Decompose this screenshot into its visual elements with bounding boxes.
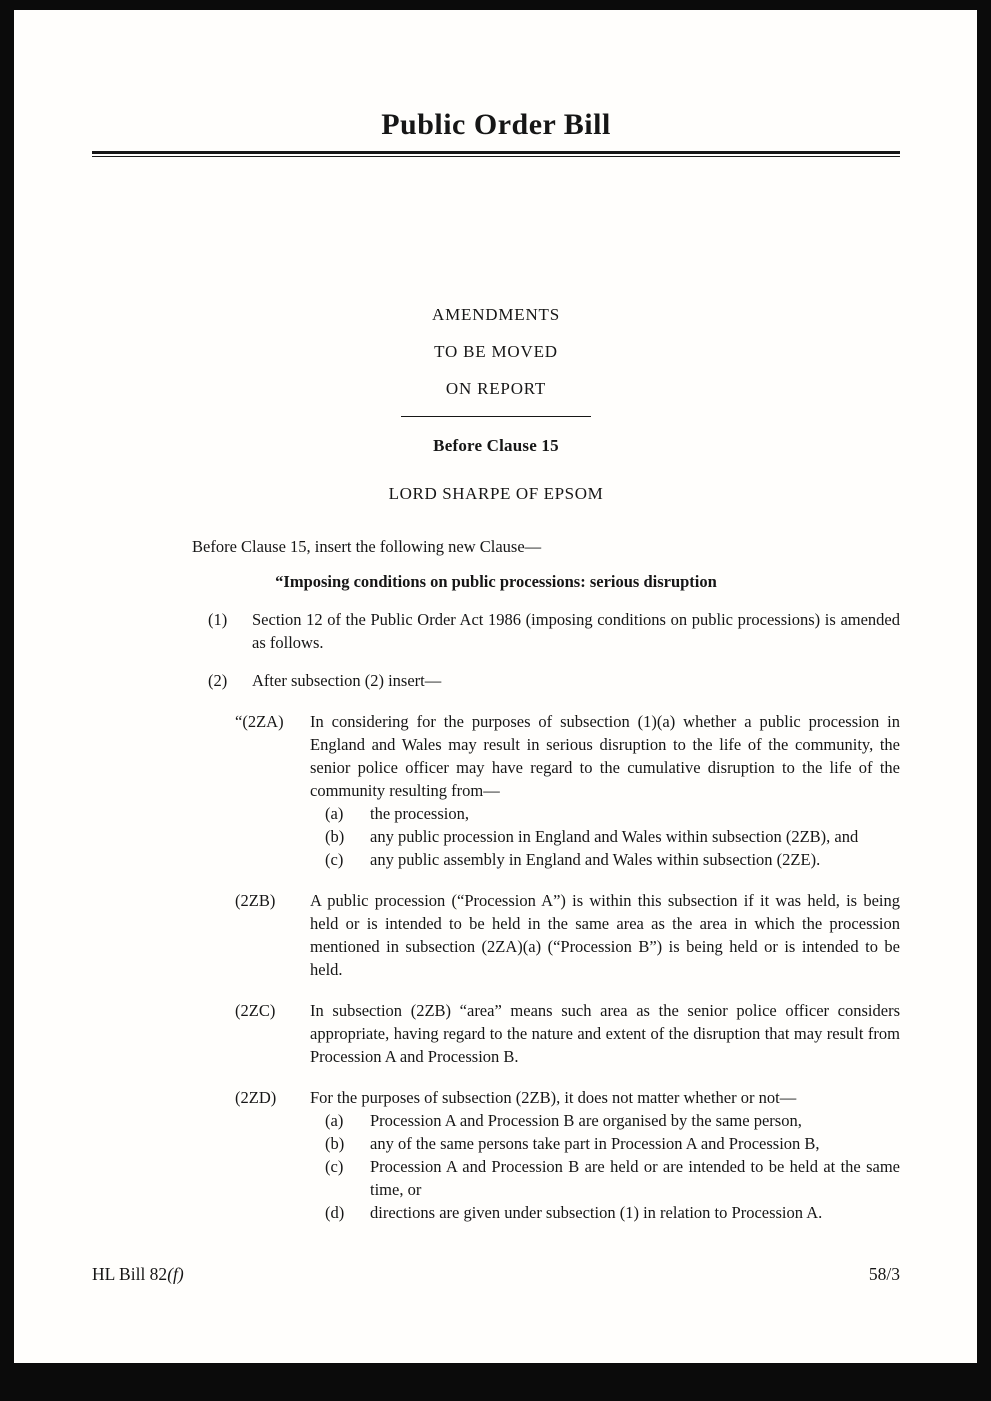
subsection-2zc (92, 999, 900, 1068)
item-label: (c) (325, 850, 344, 869)
list-item-a (92, 1109, 900, 1132)
item-label: (c) (325, 1157, 344, 1176)
before-clause-heading: Before Clause 15 (433, 436, 559, 455)
subsection-row (92, 999, 900, 1068)
amendments-heading: AMENDMENTS (432, 305, 560, 324)
page-title: Public Order Bill (381, 108, 611, 141)
item-label: (a) (325, 804, 344, 823)
subsection-text: In subsection (2ZB) “area” means such area as the senior police officer considers appropriate, having regard to the nature and extent of the disruption that may result from Procession A and Procession B. (310, 1001, 900, 1066)
subsection-text: A public procession (“Procession A”) is within this subsection if it was held, is being held or is intended to be held in the same area as the area in which the procession mentioned in subsection (2ZA)(a) (“Procession B”) is being held or is intended to be held. (310, 891, 900, 979)
item-label: (b) (325, 827, 345, 846)
item-text: directions are given under subsection (1) in relation to Procession A. (370, 1203, 823, 1222)
clause-text: After subsection (2) insert— (252, 671, 442, 690)
item-label: (a) (325, 1111, 344, 1130)
title-rule (92, 151, 900, 157)
bill-number-suffix: (f) (167, 1264, 184, 1284)
list-item-c (92, 1155, 900, 1201)
mover-name: LORD SHARPE OF EPSOM (388, 484, 604, 503)
clause-number: (1) (208, 610, 228, 629)
list-item-b (92, 825, 900, 848)
clause-text: Section 12 of the Public Order Act 1986 (imposing conditions on public processions) is amended as follows. (252, 610, 900, 652)
subsection-row (92, 1086, 900, 1109)
subsection-label: (2ZB) (235, 891, 276, 910)
item-text: Procession A and Procession B are organised by the same person, (370, 1111, 802, 1130)
subsection-label: (2ZD) (235, 1088, 277, 1107)
bill-number (92, 1264, 184, 1285)
bill-number-text: HL Bill 82 (92, 1264, 168, 1284)
clause-number: (2) (208, 671, 228, 690)
subsection-label: “(2ZA) (235, 712, 284, 731)
amendment-reference: 58/3 (868, 1264, 900, 1284)
list-item-d (92, 1201, 900, 1224)
subsection-row (92, 889, 900, 981)
item-text: any of the same persons take part in Procession A and Procession B, (370, 1134, 820, 1153)
item-text: Procession A and Procession B are held or are intended to be held at the same time, or (370, 1157, 900, 1199)
page-footer (92, 1264, 900, 1285)
subsection-2zd (92, 1086, 900, 1224)
subsection-2zb (92, 889, 900, 981)
subsection-2za (92, 710, 900, 871)
to-be-moved-heading: TO BE MOVED (434, 342, 558, 361)
on-report-heading: ON REPORT (445, 379, 547, 398)
amendments-header (92, 305, 900, 504)
list-item-c (92, 848, 900, 871)
item-label: (b) (325, 1134, 345, 1153)
subsection-label: (2ZC) (235, 1001, 276, 1020)
amendment-intro: Before Clause 15, insert the following new Clause— (192, 537, 542, 556)
document-page (14, 10, 977, 1363)
item-text: the procession, (370, 804, 469, 823)
report-underline (401, 416, 591, 417)
new-clause-title: “Imposing conditions on public processions: serious disruption (275, 572, 717, 591)
subsection-text: In considering for the purposes of subsection (1)(a) whether a public procession in England and Wales may result in serious disruption to the life of the community, the senior police officer may have regard to the cumulative disruption to the life of the community resulting from— (310, 712, 900, 800)
clause-2 (92, 669, 900, 692)
list-item-b (92, 1132, 900, 1155)
subsection-row (92, 710, 900, 802)
subsection-text: For the purposes of subsection (2ZB), it does not matter whether or not— (310, 1088, 797, 1107)
item-label: (d) (325, 1203, 345, 1222)
item-text: any public procession in England and Wales within subsection (2ZB), and (370, 827, 859, 846)
item-text: any public assembly in England and Wales within subsection (2ZE). (370, 850, 821, 869)
clause-1 (92, 608, 900, 654)
list-item-a (92, 802, 900, 825)
